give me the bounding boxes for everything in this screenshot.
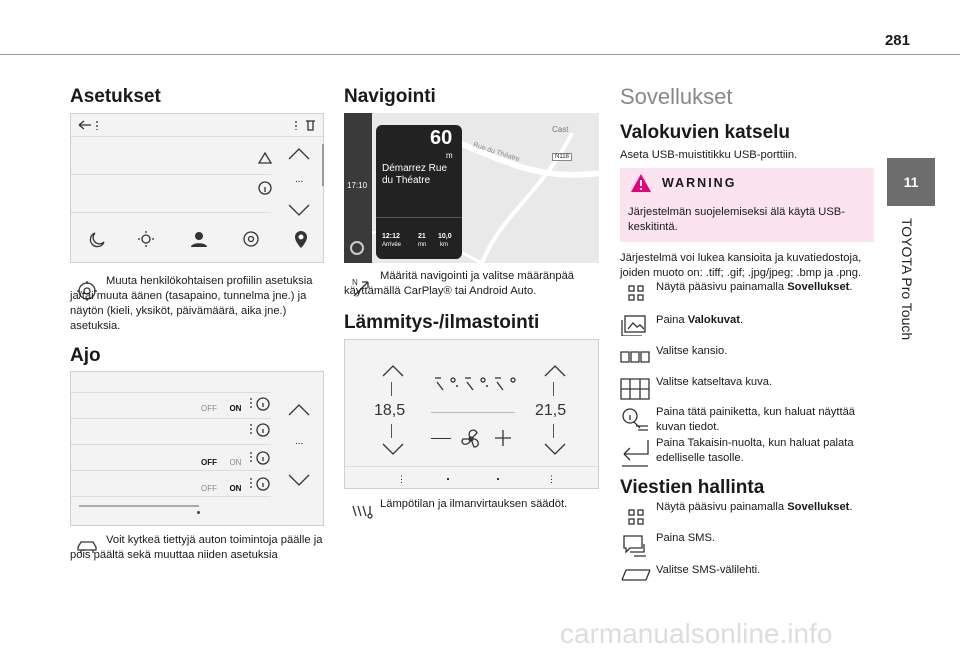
chevron-up-icon[interactable]: [287, 402, 311, 418]
viestien-title: Viestien hallinta: [620, 477, 765, 498]
toggle-off: OFF: [201, 458, 217, 467]
warning-box: [620, 168, 874, 242]
airflow-mode-icons[interactable]: [431, 374, 521, 396]
toggle-on: ON: [229, 404, 242, 413]
asetukset-title: Asetukset: [70, 86, 161, 107]
progress-bar: [79, 505, 199, 507]
toggle-off: OFF: [201, 404, 217, 413]
valokuvien-title: Valokuvien katselu: [620, 122, 791, 143]
brightness-icon[interactable]: [131, 230, 157, 248]
watermark: carmanualsonline.info: [560, 618, 833, 649]
valokuvien-intro: Aseta USB-muistitikku USB-porttiin.: [620, 149, 798, 161]
chevron-down-icon[interactable]: [543, 442, 567, 456]
apps-grid-icon: [628, 509, 644, 525]
clock: 17:10: [347, 181, 368, 190]
header-divider: [0, 54, 960, 55]
toggle-switch[interactable]: [201, 452, 241, 470]
valokuvien-paragraph: Järjestelmä voi lukea kansioita ja kuvatiedostoja, joiden muoto on: .tiff; .gif; .jpg/jpeg; .bmp ja .png.: [620, 252, 862, 279]
ajo-screen: [70, 371, 324, 526]
asetukset-screen: [70, 113, 324, 263]
page-dot: [497, 478, 499, 480]
info-icon[interactable]: [257, 180, 273, 196]
minutes-label: mn: [418, 242, 427, 248]
more-icon: ...: [295, 174, 304, 185]
page-dot: [447, 478, 449, 480]
toggle-switch[interactable]: [201, 398, 241, 416]
sms-icon: [620, 534, 648, 558]
chevron-down-icon[interactable]: [287, 472, 311, 488]
lammitys-title: Lämmitys-/ilmastointi: [344, 312, 540, 333]
arrival-time: 12:12: [382, 233, 400, 240]
ajo-title: Ajo: [70, 345, 101, 366]
arrival-label: Arrivée: [382, 242, 402, 248]
chevron-up-icon[interactable]: [543, 364, 567, 378]
navigointi-description: Määritä navigointi ja valitse määränpää käyttämällä CarPlay® tai Android Auto.: [344, 270, 575, 297]
info-icon[interactable]: [249, 476, 271, 492]
step-text: Paina tätä painiketta, kun haluat näyttää kuvan tiedot.: [656, 406, 856, 433]
street-name: Démarrez Rue du Théatre: [382, 163, 448, 186]
step-text: Valitse SMS-välilehti.: [656, 564, 761, 576]
temperature-left: 18,5: [374, 402, 406, 419]
chevron-up-icon[interactable]: [287, 146, 311, 162]
back-arrow-icon[interactable]: [620, 438, 650, 468]
map-street-label: Rue du Théatre: [472, 141, 521, 164]
chapter-label: TOYOTA Pro Touch: [899, 218, 915, 341]
lammitys-description: Lämpötilan ja ilmanvirtauksen säädöt.: [380, 498, 568, 510]
night-mode-icon[interactable]: [87, 230, 109, 248]
profile-icon[interactable]: [181, 230, 207, 248]
warning-icon: [257, 151, 273, 165]
more-icon: ...: [295, 436, 304, 447]
warning-title: WARNING: [662, 176, 737, 190]
turn-distance: 60: [430, 127, 453, 149]
fan-minus-button[interactable]: [431, 438, 451, 439]
road-badge: N118: [552, 153, 572, 161]
warning-icon: [630, 173, 652, 193]
more-icon[interactable]: ⋮: [397, 474, 406, 484]
trash-icon[interactable]: [293, 118, 319, 132]
chapter-tab[interactable]: 11: [887, 158, 935, 206]
screen-topbar: [71, 114, 323, 137]
more-icon[interactable]: ⋮: [547, 474, 556, 484]
step-text: Paina Takaisin-nuolta, kun haluat palata edelliselle tasolle.: [656, 437, 854, 464]
step-text: Näytä pääsivu painamalla Sovellukset.: [656, 501, 853, 513]
chevron-up-icon[interactable]: [381, 364, 405, 378]
image-info-icon[interactable]: [620, 406, 650, 432]
step-text: Näytä pääsivu painamalla Sovellukset.: [656, 281, 853, 293]
step-text: Paina Valokuvat.: [656, 314, 744, 326]
toggle-switch[interactable]: [201, 478, 241, 496]
distance-unit: m: [446, 151, 453, 160]
remaining-km: 10,0: [438, 233, 452, 240]
sms-tab-icon: [620, 566, 652, 582]
chevron-down-icon[interactable]: [287, 202, 311, 218]
navigointi-title: Navigointi: [344, 86, 436, 107]
map-label: Cast: [552, 125, 569, 134]
svg-text:N: N: [352, 278, 358, 287]
step-text: Valitse kansio.: [656, 345, 728, 357]
info-icon[interactable]: [249, 450, 271, 466]
back-arrow-icon[interactable]: [77, 118, 107, 132]
chevron-down-icon[interactable]: [381, 442, 405, 456]
km-label: km: [440, 242, 448, 248]
apps-grid-icon: [628, 285, 644, 301]
climate-screen: [344, 339, 599, 489]
image-grid-icon: [620, 378, 650, 400]
step-text: Valitse katseltava kuva.: [656, 376, 773, 388]
location-settings-icon[interactable]: [285, 229, 311, 249]
asetukset-description: Muuta henkilökohtaisen profiilin asetuksia ja/tai muuta äänen (tasapaino, tunnelma jne.) ja näytön (kieli, yksiköt, päivämäärä, aika jne.) asetuksia.: [70, 275, 313, 332]
info-icon[interactable]: [249, 422, 271, 438]
sovellukset-title: Sovellukset: [620, 84, 733, 109]
folder-icon: [620, 350, 650, 364]
info-icon[interactable]: [249, 396, 271, 412]
toggle-on: ON: [229, 458, 242, 467]
navigation-screen: [344, 113, 599, 263]
home-button[interactable]: [350, 241, 364, 255]
fan-plus-button[interactable]: [493, 428, 513, 448]
ajo-description: Voit kytkeä tiettyjä auton toimintoja päälle ja pois päältä sekä muuttaa niiden asetuksia: [70, 534, 323, 561]
toggle-on: ON: [229, 484, 242, 493]
photos-icon: [620, 314, 648, 336]
toggle-off: OFF: [201, 484, 217, 493]
step-text: Paina SMS.: [656, 532, 716, 544]
settings-gear-icon[interactable]: [235, 229, 261, 249]
fan-icon: [457, 426, 485, 452]
page-number: 281: [884, 32, 910, 49]
remaining-minutes: 21: [418, 233, 426, 240]
warning-text: Järjestelmän suojelemiseksi älä käytä USB-keskitintä.: [628, 206, 845, 233]
page-dot: [197, 511, 200, 514]
scrollbar[interactable]: [322, 144, 324, 186]
guidance-card: [376, 125, 462, 259]
temperature-right: 21,5: [535, 402, 567, 419]
